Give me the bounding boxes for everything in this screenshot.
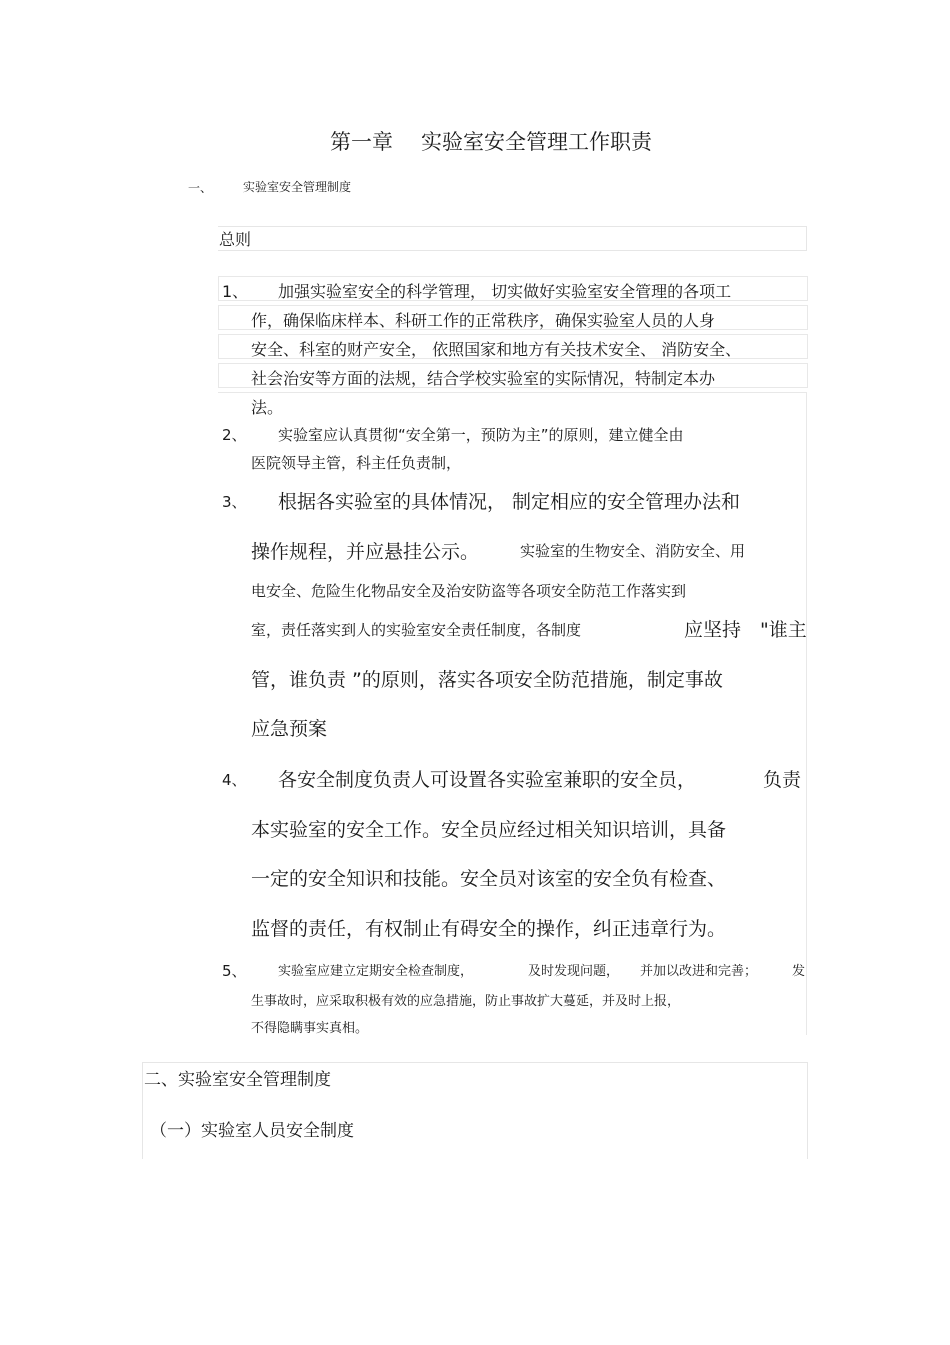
item-text: 监督的责任，有权制止有碍安全的操作，纠正违章行为。	[251, 918, 727, 940]
item-text: 管，谁负责 ”的原则，落实各项安全防范措施，制定事故	[251, 669, 723, 691]
item-text: 一定的安全知识和技能。安全员对该室的安全负有检查、	[251, 868, 727, 890]
item-number: 3、	[222, 493, 247, 511]
chapter-title	[330, 126, 652, 156]
item-text: 发	[792, 964, 806, 979]
item-number: 5、	[222, 962, 247, 980]
section2-title: 二、实验室安全管理制度	[144, 1070, 331, 1090]
general-box	[218, 226, 807, 251]
item-text: 法。	[251, 398, 284, 417]
item-text: 各安全制度负责人可设置各实验室兼职的安全员，	[278, 769, 697, 791]
item-text: 应急预案	[251, 718, 328, 740]
item-text: 不得隐瞒事实真相。	[251, 1021, 369, 1036]
chapter-prefix: 第一章	[330, 130, 393, 154]
item-text: 及时发现问题，	[528, 964, 620, 979]
item-text: 实验室的生物安全、消防安全、用	[520, 542, 746, 560]
item-text: 医院领导主管，科主任负责制，	[251, 454, 462, 472]
item-text: 社会治安等方面的法规，结合学校实验室的实际情况，特制定本办	[251, 369, 716, 388]
general-heading: 总则	[219, 230, 252, 249]
chapter-name: 实验室安全管理工作职责	[421, 130, 652, 154]
subsection1-title: （一）实验室人员安全制度	[150, 1121, 354, 1141]
item-number: 4、	[222, 771, 247, 789]
item-text: 电安全、危险生化物品安全及治安防盗等各项安全防范工作落实到	[251, 582, 687, 600]
item-number: 2、	[222, 426, 247, 444]
item-text: 实验室应认真贯彻“安全第一，预防为主”的原则，建立健全由	[278, 426, 684, 444]
item-text: 安全、科室的财产安全， 依照国家和地方有关技术安全、 消防安全、	[251, 340, 742, 359]
item-text: 负责	[763, 769, 802, 791]
section1-title: 实验室安全管理制度	[243, 180, 352, 194]
item-text: 加强实验室安全的科学管理， 切实做好实验室安全管理的各项工	[278, 282, 732, 301]
section1-number: 一、	[188, 181, 213, 195]
item-text: 实验室应建立定期安全检查制度，	[278, 964, 474, 979]
item-text: 室，责任落实到人的实验室安全责任制度，各制度	[251, 621, 582, 639]
item-text: 应坚持	[684, 619, 742, 641]
item-text: 生事故时，应采取积极有效的应急措施，防止事故扩大蔓延，并及时上报，	[251, 994, 681, 1009]
item-text: 作，确保临床样本、科研工作的正常秩序，确保实验室人员的人身	[251, 311, 716, 330]
item-text: 本实验室的安全工作。安全员应经过相关知识培训，具备	[251, 819, 727, 841]
item-text: "谁主	[760, 619, 807, 641]
item-text: 根据各实验室的具体情况， 制定相应的安全管理办法和	[278, 491, 741, 513]
item-text: 并加以改进和完善；	[640, 964, 758, 979]
item-text: 操作规程，并应悬挂公示。	[251, 541, 480, 563]
item-number: 1、	[222, 282, 249, 301]
